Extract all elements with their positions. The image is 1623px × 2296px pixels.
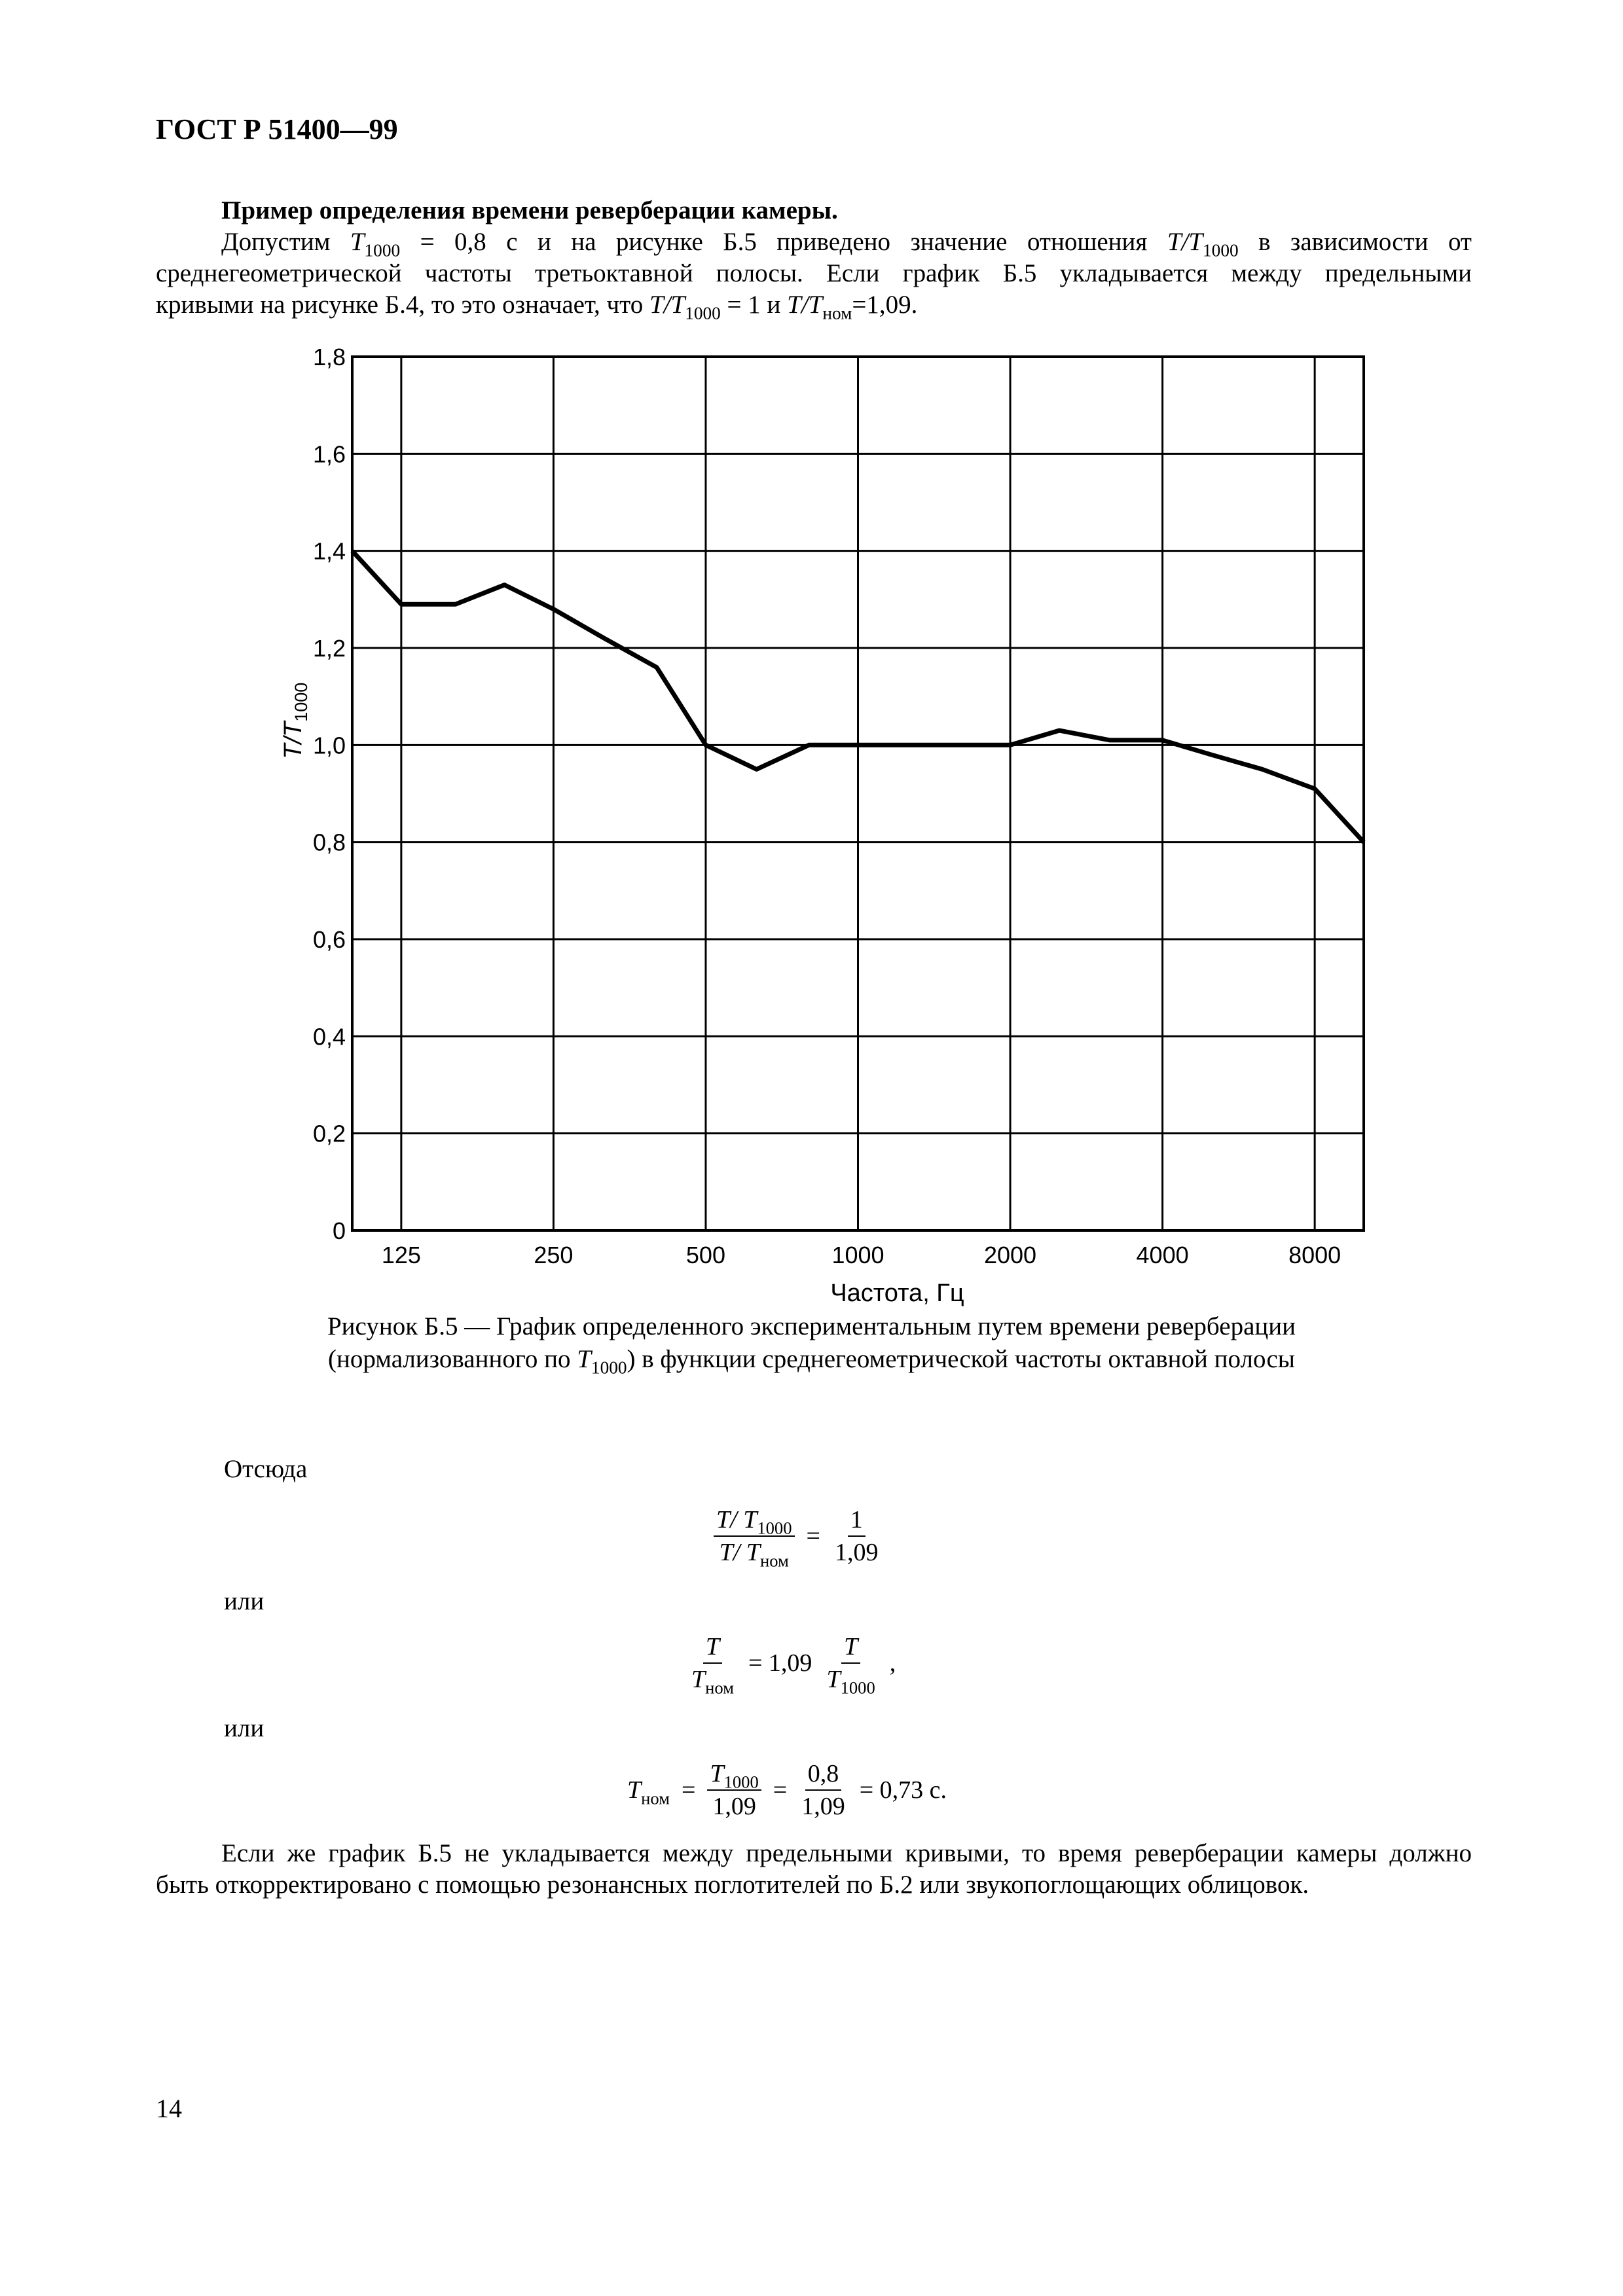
document-header: ГОСТ Р 51400—99 <box>156 113 398 145</box>
subscript-1000: 1000 <box>723 1772 759 1792</box>
subscript-1000: 1000 <box>757 1518 792 1538</box>
y-tick-label: 1,6 <box>312 440 346 468</box>
x-axis-label: Частота, Гц <box>830 1280 964 1307</box>
page-number: 14 <box>156 2094 182 2123</box>
y-tick-label: 1,4 <box>312 537 346 565</box>
figure-caption-line-1: Рисунок Б.5 — График определенного экспериментальным путем времени реверберации <box>327 1312 1296 1340</box>
equation-1 <box>714 1505 881 1571</box>
subscript-1000: 1000 <box>591 1357 627 1378</box>
symbol-T: T <box>350 228 365 256</box>
symbol-ratio: T/ T <box>719 1539 760 1566</box>
equals-coefficient: = 1,09 <box>748 1649 812 1677</box>
or-label-2: или <box>224 1714 264 1742</box>
x-tick-label: 4000 <box>1136 1242 1189 1268</box>
y-axis-label-sub: 1000 <box>291 682 311 722</box>
x-tick-label: 500 <box>685 1242 725 1268</box>
text-fragment: кривыми на рисунке Б.4, то это означает, что <box>156 291 649 319</box>
text-fragment: ) в функции среднегеометрической частоты октавной полосы <box>627 1345 1295 1373</box>
symbol-T: T <box>705 1633 720 1660</box>
y-tick-label: 0 <box>332 1217 346 1244</box>
subscript-1000: 1000 <box>840 1677 875 1698</box>
y-tick-label: 0,8 <box>312 829 346 856</box>
numerator: 1 <box>848 1505 866 1537</box>
symbol-ratio: T/T <box>649 291 685 319</box>
text-fragment: Допустим <box>221 228 350 256</box>
subscript-nom: ном <box>759 1551 789 1571</box>
y-tick-label: 0,2 <box>312 1120 346 1147</box>
equals-sign: = <box>806 1522 820 1550</box>
y-tick-label: 1,2 <box>312 635 346 662</box>
subscript-1000: 1000 <box>364 240 401 260</box>
y-tick-label: 0,6 <box>312 926 346 953</box>
symbol-ratio: T/ T <box>716 1506 757 1534</box>
equals-sign: = <box>773 1776 788 1804</box>
symbol-T: T <box>691 1666 706 1693</box>
fraction <box>824 1632 877 1698</box>
hence-label: Отсюда <box>224 1455 308 1483</box>
fraction <box>707 1759 761 1821</box>
text-fragment: (нормализованного по <box>328 1345 577 1373</box>
closing-line-2: быть откорректировано с помощью резонансных поглотителей по Б.2 или звукопоглощающих облицовок. <box>156 1871 1309 1899</box>
fraction <box>714 1505 795 1571</box>
y-tick-label: 1,8 <box>312 344 346 370</box>
text-fragment: = 1 и <box>720 291 788 319</box>
or-label-1: или <box>224 1587 264 1615</box>
chart-grid <box>352 357 1364 1230</box>
comma: , <box>889 1649 896 1677</box>
denominator: 1,09 <box>801 1793 845 1820</box>
svg-text:T/T1000 <box>280 683 311 759</box>
example-line-2: среднегеометрической частоты третьоктавной полосы. Если график Б.5 укладывается между предельными <box>156 259 1472 287</box>
symbol-T: T <box>710 1760 724 1787</box>
equals-sign: = <box>682 1776 696 1804</box>
denominator: 1,09 <box>712 1793 756 1820</box>
symbol-ratio: T/T <box>1167 228 1203 256</box>
y-axis-label <box>280 683 311 759</box>
y-tick-labels <box>313 344 346 1244</box>
x-tick-label: 125 <box>381 1242 421 1268</box>
symbol-T: T <box>577 1345 591 1373</box>
result: = 0,73 с. <box>859 1776 947 1804</box>
symbol-T: T <box>844 1633 858 1660</box>
fraction <box>832 1505 881 1567</box>
symbol-T: T <box>627 1776 642 1804</box>
closing-line-1: Если же график Б.5 не укладывается между предельными кривыми, то время реверберации камеры должно <box>221 1839 1472 1867</box>
x-tick-label: 250 <box>534 1242 574 1268</box>
equation-3 <box>627 1759 947 1821</box>
x-tick-label: 2000 <box>983 1242 1037 1268</box>
equation-2 <box>689 1632 896 1698</box>
text-fragment: =1,09. <box>852 291 918 319</box>
example-heading: Пример определения времени реверберации камеры. <box>221 196 838 224</box>
fraction <box>689 1632 737 1698</box>
numerator: 0,8 <box>805 1759 842 1791</box>
symbol-ratio: T/T <box>787 291 823 319</box>
subscript-1000: 1000 <box>1203 240 1239 260</box>
text-fragment: = 0,8 с и на рисунке Б.5 приведено значение отношения <box>400 228 1167 256</box>
x-tick-label: 1000 <box>831 1242 884 1268</box>
x-tick-labels <box>382 1242 1341 1268</box>
y-tick-label: 1,0 <box>312 732 346 759</box>
fraction <box>799 1759 848 1821</box>
text-fragment: в зависимости от <box>1238 228 1472 256</box>
denominator: 1,09 <box>834 1539 879 1566</box>
y-axis-label-main: T/T <box>280 721 307 759</box>
y-tick-label: 0,4 <box>312 1023 346 1050</box>
subscript-nom: ном <box>641 1788 670 1808</box>
subscript-nom: ном <box>705 1677 734 1698</box>
symbol-T: T <box>826 1666 841 1693</box>
subscript-1000: 1000 <box>685 303 721 323</box>
subscript-nom: ном <box>822 303 852 323</box>
figure-caption-line-2 <box>0 1343 1623 1376</box>
x-tick-label: 8000 <box>1288 1242 1341 1268</box>
